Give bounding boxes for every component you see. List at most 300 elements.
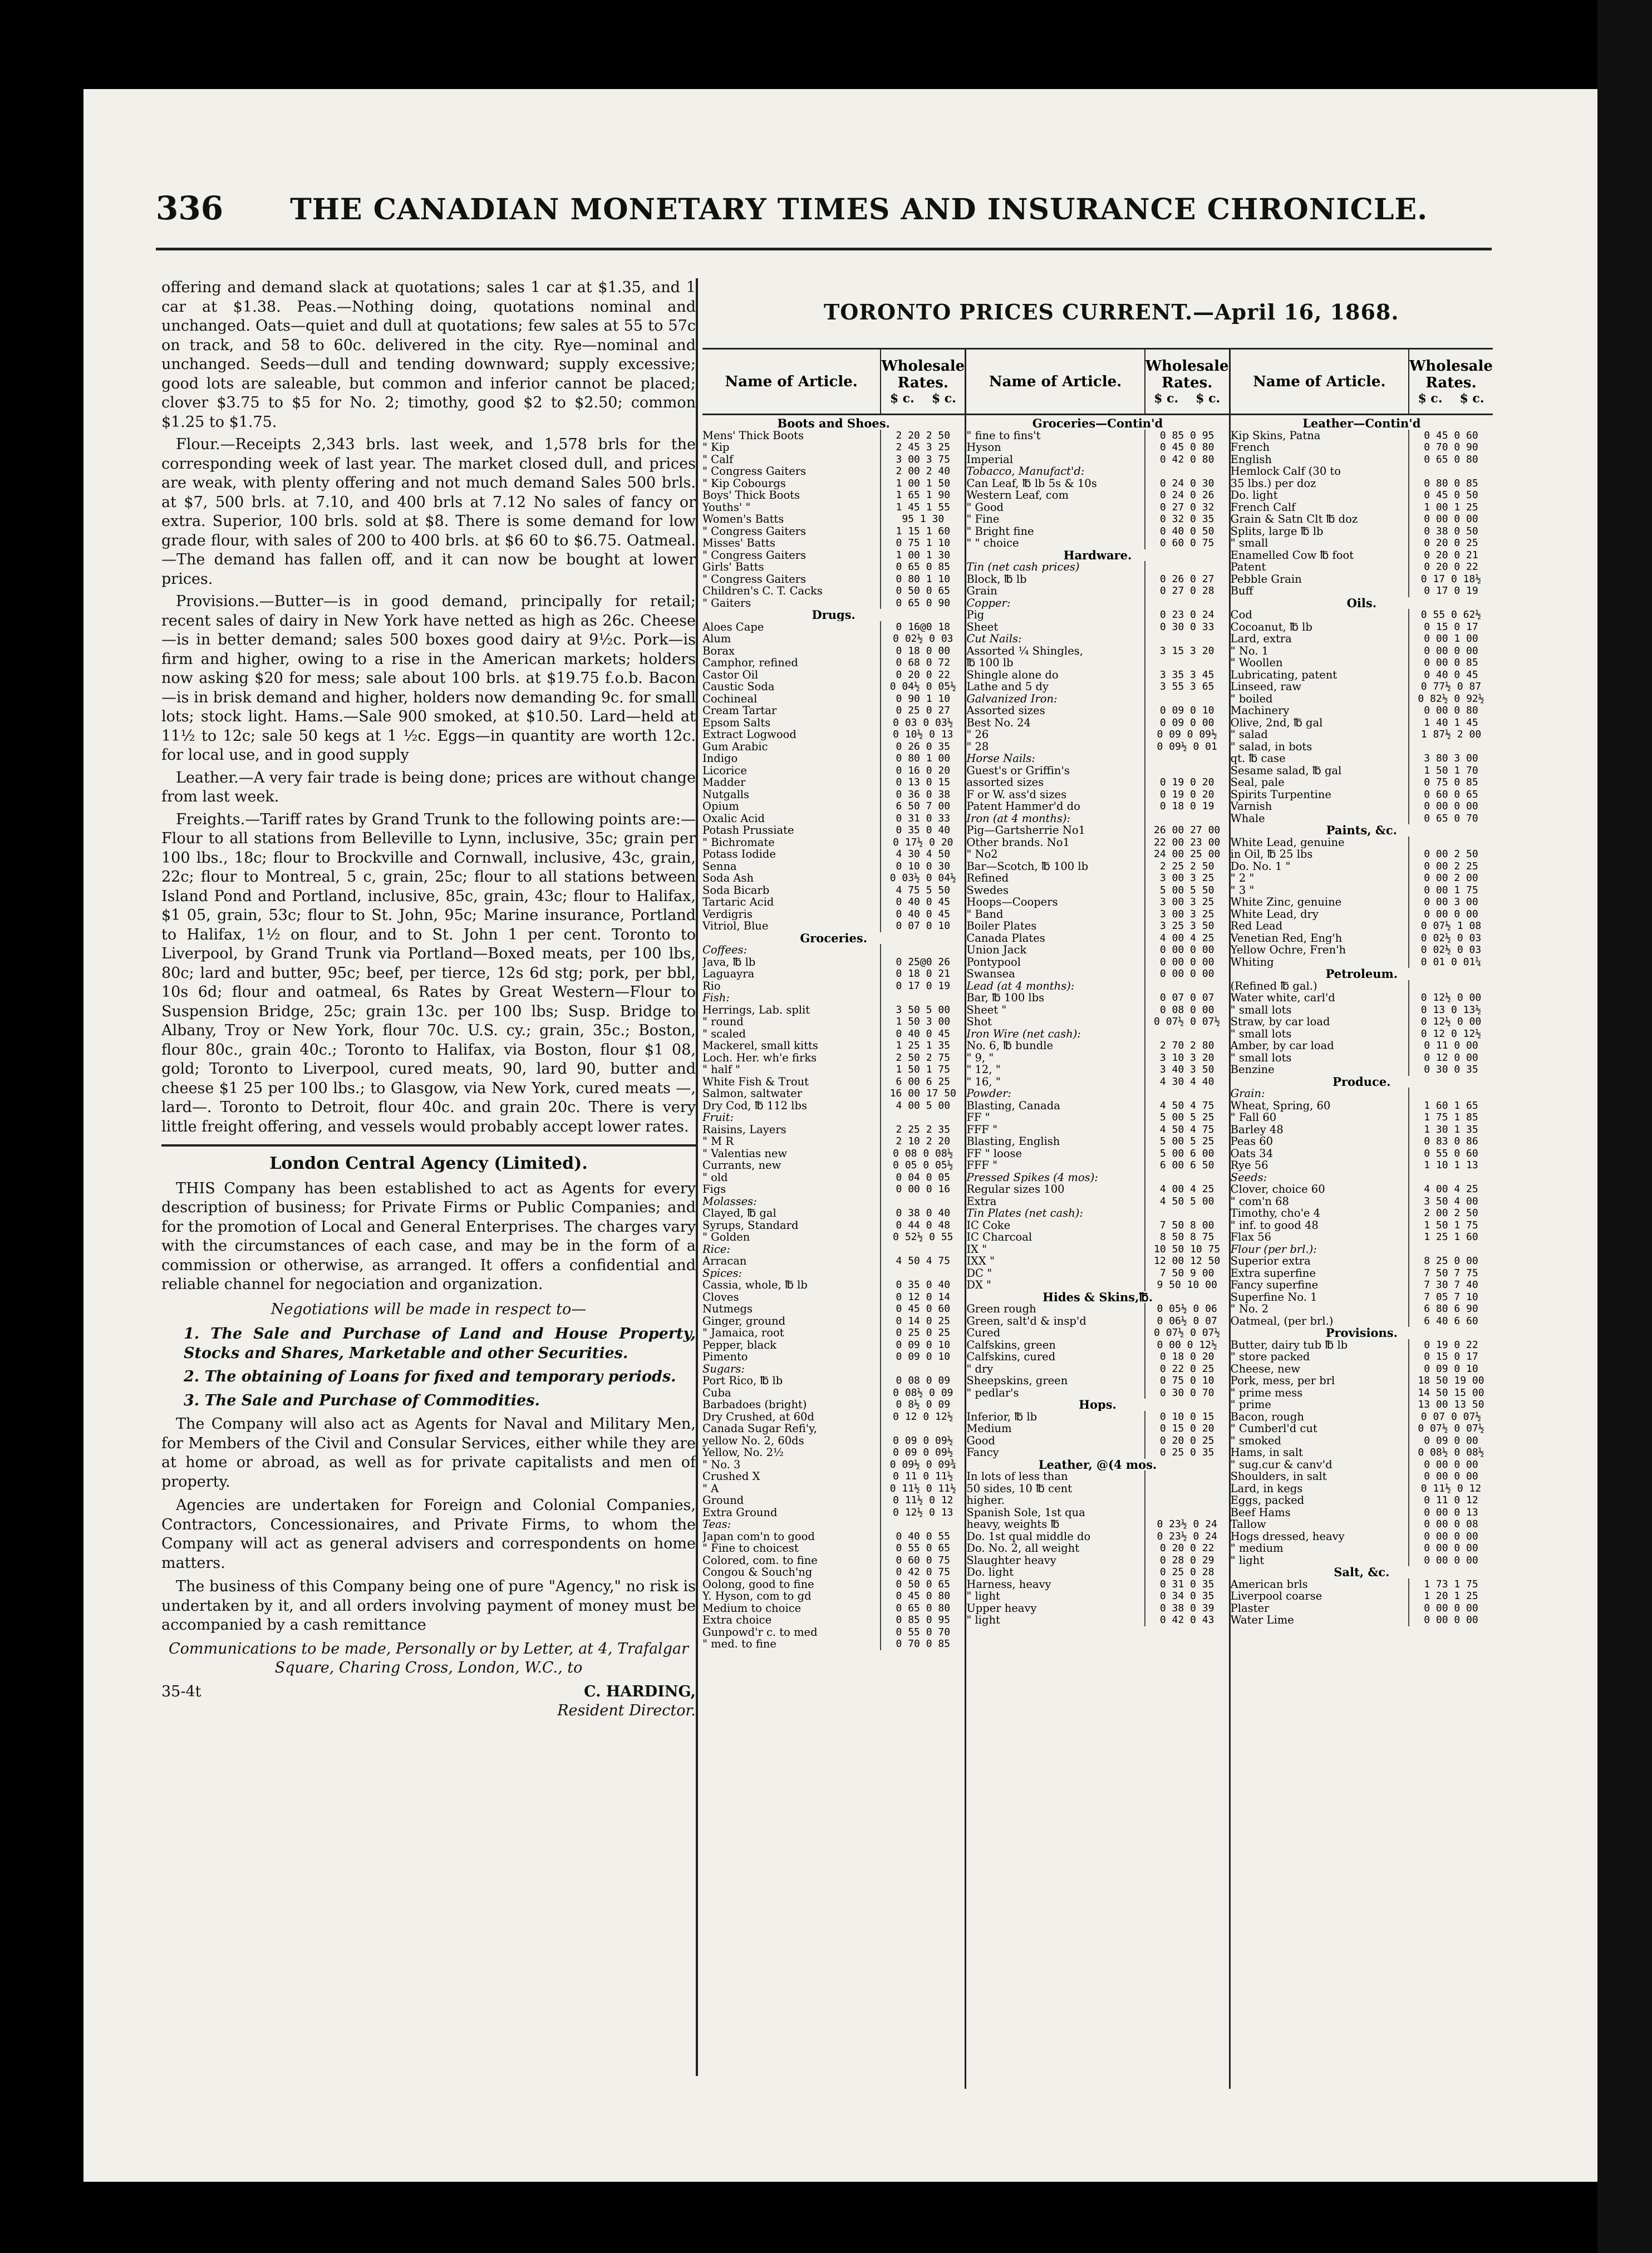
price-row (702, 597, 965, 609)
article-name: Bar, ℔ 100 lbs (966, 992, 1045, 1004)
wholesale-rate: 2 25 2 50 (1144, 860, 1229, 873)
price-row (1231, 1435, 1493, 1447)
film-edge-right (1597, 0, 1652, 2253)
article-name: " sug.cur & canv'd (1230, 1458, 1333, 1470)
section-heading (1231, 824, 1493, 837)
wholesale-rate: 0 25 0 25 (880, 1327, 965, 1339)
price-row (1231, 501, 1493, 514)
article-name: " Golden (702, 1231, 750, 1243)
wholesale-rate: 0 26 0 35 (880, 741, 965, 753)
article-name: Spirits Turpentine (1230, 788, 1331, 800)
wholesale-rate: 3 50 4 00 (1408, 1196, 1493, 1208)
price-row (1231, 430, 1493, 442)
article-name: Licorice (702, 764, 747, 776)
price-row (1231, 1159, 1493, 1172)
price-row (1231, 1494, 1493, 1507)
unit-label: $ c. (931, 391, 956, 406)
article-name: Oils. (1346, 597, 1377, 609)
price-row (1231, 1291, 1493, 1303)
article-name: Pimento (702, 1351, 748, 1363)
subsection-heading (966, 1088, 1228, 1100)
price-row (702, 729, 965, 741)
wholesale-rate: 0 35 0 40 (880, 824, 965, 837)
article-name: Pepper, black (702, 1339, 776, 1351)
wholesale-rate: 0 40 0 45 (1408, 669, 1493, 681)
article-name: " Good (966, 501, 1004, 513)
article-name: Regular sizes 100 (966, 1183, 1065, 1196)
wholesale-rate: 0 30 0 35 (1408, 1064, 1493, 1076)
article-name: Dry Crushed, at 60d (702, 1410, 814, 1423)
wholesale-rate: 4 50 5 00 (1144, 1196, 1229, 1208)
price-row (702, 693, 965, 705)
report-paragraph: Provisions.—Butter—is in good demand, principally for retail; recent sales of dairy in New York have netted as high as 26c. Cheese—is in better demand; sales 500 boxes good dairy at 9½c. Pork—is firm and higher, owing to a rise in the American markets; holders now asking $20 for mess; sale about 100 brls. at $19.75 f.o.b. Bacon—is in brisk demand and higher, holders now demanding 9c. for small lots; stock light. Hams.—Sale 900 smoked, at $10.50. Lard—held at 11½ to 12c; sale 50 kegs at 1 ½c. Eggs—in quantity are worth 12c. for local use, and in good supply (161, 593, 696, 764)
price-row (702, 896, 965, 908)
article-name: Verdigris (702, 908, 753, 920)
wholesale-rate: 13 00 13 50 (1408, 1399, 1493, 1411)
wholesale-rate: 0 17 0 19 (1408, 585, 1493, 597)
article-name: Best No. 24 (966, 716, 1031, 729)
article-name: Salmon, saltwater (702, 1088, 803, 1100)
price-row (702, 980, 965, 992)
price-row (1231, 669, 1493, 681)
article-name: Alum (702, 633, 731, 645)
article-name: IC Charcoal (966, 1231, 1032, 1243)
wholesale-rate: 0 65 0 80 (1408, 454, 1493, 466)
wholesale-rate: 0 45 0 60 (880, 1303, 965, 1315)
article-name: " 28 (966, 740, 989, 752)
wholesale-rate: 1 25 1 35 (880, 1040, 965, 1052)
wholesale-rate: 0 16 0 20 (880, 765, 965, 777)
article-name: Fancy superfine (1230, 1279, 1319, 1291)
subsection-heading (702, 1267, 965, 1280)
price-row (966, 860, 1228, 873)
article-name: Rio (702, 980, 721, 992)
wholesale-rate: 0 00 0 80 (1408, 705, 1493, 717)
price-row (966, 1267, 1228, 1280)
article-name: Powder: (966, 1088, 1012, 1100)
article-name: Y. Hyson, com to gd (702, 1590, 812, 1602)
article-name: " " choice (966, 537, 1019, 549)
wholesale-rate: 0 20 0 21 (1408, 549, 1493, 562)
article-name: Other brands. No1 (966, 836, 1070, 848)
wholesale-rate: 0 50 0 65 (880, 1578, 965, 1591)
price-row (966, 1124, 1228, 1136)
wholesale-rate: 2 45 3 25 (880, 441, 965, 454)
wholesale-rate: 0 85 0 95 (880, 1614, 965, 1626)
wholesale-rate: 1 50 1 75 (880, 1064, 965, 1076)
price-row (702, 1004, 965, 1016)
wholesale-rate: 0 42 0 80 (1144, 454, 1229, 466)
wholesale-rate: 0 18 0 19 (1144, 800, 1229, 813)
price-row (702, 1566, 965, 1578)
price-row (1231, 1111, 1493, 1124)
subsection-heading (1231, 1172, 1493, 1184)
price-row (966, 848, 1228, 860)
wholesale-rate: 8 50 8 75 (1144, 1231, 1229, 1243)
wholesale-rate: 0 25@0 26 (880, 956, 965, 968)
wholesale-rate: 0 09 0 09½ (1144, 729, 1229, 741)
article-name: " Kip (702, 441, 730, 454)
article-name: Cocoanut, ℔ lb (1230, 621, 1312, 633)
price-row (702, 669, 965, 681)
wholesale-rate: 6 00 6 25 (880, 1076, 965, 1088)
article-name: Oats 34 (1230, 1147, 1274, 1159)
article-name: Tin (net cash prices) (966, 561, 1080, 573)
price-row (1231, 1411, 1493, 1423)
price-row (966, 1555, 1228, 1567)
price-row (1231, 1518, 1493, 1531)
price-row (702, 1470, 965, 1483)
price-row (1231, 621, 1493, 633)
article-name: Plaster (1230, 1602, 1270, 1614)
article-name: Do. light (966, 1566, 1014, 1578)
price-row (966, 1159, 1228, 1172)
price-row (1231, 848, 1493, 860)
price-row (1231, 752, 1493, 765)
article-name: Olive, 2nd, ℔ gal (1230, 716, 1323, 729)
article-name: Caustic Soda (702, 681, 775, 693)
service-item: 1. The Sale and Purchase of Land and House Property, Stocks and Shares, Marketable and other Securities. (184, 1325, 696, 1362)
article-name: Cochineal (702, 692, 758, 705)
wholesale-rate: 0 09 0 00 (1144, 717, 1229, 729)
wholesale-rate: 0 17 0 18½ (1408, 573, 1493, 586)
article-name: Seal, pale (1230, 776, 1285, 789)
wholesale-rate: 0 00 2 25 (1408, 860, 1493, 873)
article-name: " Gaiters (702, 597, 751, 609)
price-row (1231, 1303, 1493, 1315)
header-wholesale-rates: Wholesale Rates. $ c. $ c. (1409, 357, 1493, 406)
article-name: Hogs dressed, heavy (1230, 1530, 1345, 1542)
article-name: French (1230, 441, 1270, 454)
article-name: Flour (per brl.): (1230, 1243, 1317, 1255)
wholesale-rate: 0 00 0 00 (1144, 956, 1229, 968)
price-row (702, 1638, 965, 1650)
wholesale-rate (1144, 813, 1229, 825)
article-name: " round (702, 1016, 744, 1028)
report-paragraph: offering and demand slack at quotations; sales 1 car at $1.35, and 1 car at $1.38. Peas.—Nothing doing, quotations nominal and unchanged. Oats—quiet and dull at quotations; few sales at 55 to 57c on track, and 58 to 60c. delivered in the city. Rye—nominal and unchanged. Seeds—dull and tending downward; supply excessive; good lots are saleable, but common and inferior cannot be placed; clover $3.75 to $5 for No. 2; timothy, good $2 to $2.50; common $1.25 to $1.75. (161, 279, 696, 431)
wholesale-rate: 0 60 0 75 (880, 1555, 965, 1567)
price-row (1231, 1040, 1493, 1052)
advertisement-paragraph: The business of this Company being one of pure "Agency," no risk is undertaken by it, and all orders involving payment of money must be accompanied by a cash remittance (161, 1578, 696, 1634)
wholesale-rate: 0 12 0 00 (1408, 1052, 1493, 1064)
article-name: " No2 (966, 848, 998, 860)
section-heading (1231, 1327, 1493, 1339)
article-name: White Lead, genuine (1230, 836, 1345, 848)
price-row (702, 1135, 965, 1148)
wholesale-rate: 0 22 0 25 (1144, 1363, 1229, 1375)
wholesale-rate: 1 45 1 55 (880, 501, 965, 514)
article-name: Cream Tartar (702, 705, 777, 717)
wholesale-rate (1408, 980, 1493, 992)
price-row (966, 1076, 1228, 1088)
price-row (1231, 717, 1493, 729)
wholesale-rate: 0 00 0 00 (1408, 1470, 1493, 1483)
price-row (702, 465, 965, 478)
price-row (1231, 1148, 1493, 1160)
price-row (1231, 872, 1493, 884)
article-name: " No. 2 (1230, 1303, 1269, 1315)
article-name: Patent Hammer'd do (966, 800, 1080, 813)
wholesale-rate (880, 1267, 965, 1280)
price-row (966, 789, 1228, 801)
price-row (702, 884, 965, 897)
price-row (966, 1040, 1228, 1052)
wholesale-rate: 0 10½ 0 13 (880, 729, 965, 741)
article-name: Grain (966, 585, 997, 597)
article-name: DX " (966, 1279, 992, 1291)
wholesale-rate: 0 00 0 00 (1408, 513, 1493, 525)
wholesale-rate: 0 42 0 75 (880, 1566, 965, 1578)
price-row (702, 1291, 965, 1303)
price-row (702, 920, 965, 932)
article-name: Green rough (966, 1303, 1036, 1315)
price-row (966, 932, 1228, 945)
price-row (1231, 813, 1493, 825)
wholesale-rate: 0 15 0 17 (1408, 621, 1493, 633)
price-row (702, 789, 965, 801)
wholesale-rate: 0 12 0 14 (880, 1291, 965, 1303)
price-row (702, 489, 965, 501)
wholesale-rate: 2 70 2 80 (1144, 1040, 1229, 1052)
article-name: Currants, new (702, 1159, 781, 1172)
signature-name: C. HARDING, (584, 1683, 696, 1700)
wholesale-rate: 5 00 5 25 (1144, 1111, 1229, 1124)
section-heading (1231, 968, 1493, 980)
price-row (1231, 1196, 1493, 1208)
wholesale-rate: 0 28 0 29 (1144, 1555, 1229, 1567)
article-name: Cod (1230, 609, 1252, 621)
article-name: Spices: (702, 1267, 743, 1279)
price-row (1231, 573, 1493, 586)
price-row (1231, 705, 1493, 717)
wholesale-rate: 0 00 1 75 (1408, 884, 1493, 897)
wholesale-rate: 0 32 0 35 (1144, 513, 1229, 525)
price-row (966, 1279, 1228, 1291)
article-name: " light (966, 1590, 1000, 1602)
article-name: " salad, in bots (1230, 740, 1312, 752)
wholesale-rate: 0 09 0 09½ (880, 1447, 965, 1459)
price-row (702, 848, 965, 860)
price-row (1231, 1590, 1493, 1602)
header-rule (156, 248, 1492, 250)
wholesale-rate: 2 25 2 35 (880, 1124, 965, 1136)
article-name: Oolong, good to fine (702, 1578, 814, 1590)
article-name: Hoops—Coopers (966, 896, 1058, 908)
wholesale-rate: 4 30 4 50 (880, 848, 965, 860)
article-name: Cheese, new (1230, 1362, 1300, 1375)
wholesale-rate: 0 02½ 0 03 (1408, 944, 1493, 956)
article-name: Boots and Shoes. (777, 417, 890, 430)
article-name: 50 sides, 10 ℔ cent (966, 1482, 1073, 1494)
price-row (1231, 1555, 1493, 1567)
article-name: " Cumberl'd cut (1230, 1423, 1317, 1435)
article-name: Union Jack (966, 944, 1027, 956)
wholesale-rate (1144, 1172, 1229, 1184)
article-name: Madder (702, 776, 746, 789)
wholesale-rate: 0 08½ 0 09 (880, 1387, 965, 1399)
wholesale-rate: 0 82½ 0 92½ (1408, 693, 1493, 705)
wholesale-rate: 0 40 0 50 (1144, 525, 1229, 538)
price-row (966, 1578, 1228, 1591)
price-row (1231, 860, 1493, 873)
price-row (702, 1219, 965, 1232)
footer-code: 35-4t (161, 1683, 201, 1700)
price-row (966, 1052, 1228, 1064)
price-row (1231, 1135, 1493, 1148)
article-name: Pork, mess, per brl (1230, 1375, 1335, 1387)
article-name: " 3 " (1230, 884, 1255, 896)
price-row (702, 549, 965, 562)
price-row (702, 441, 965, 454)
price-row (702, 621, 965, 633)
article-name: Enamelled Cow ℔ foot (1230, 549, 1354, 561)
article-name: Boiler Plates (966, 920, 1037, 932)
article-name: Hams, in salt (1230, 1447, 1303, 1459)
wholesale-rate: 0 55 0 60 (1408, 1148, 1493, 1160)
price-row (1231, 1183, 1493, 1196)
section-heading (966, 1399, 1228, 1411)
price-row (966, 717, 1228, 729)
price-row (1231, 980, 1493, 992)
article-name: Petroleum. (1325, 968, 1398, 980)
price-row (1231, 1375, 1493, 1387)
article-name: Amber, by car load (1230, 1040, 1334, 1052)
article-name: DC " (966, 1267, 992, 1279)
price-row (702, 1387, 965, 1399)
wholesale-rate: 18 50 19 00 (1408, 1375, 1493, 1387)
price-row (702, 1411, 965, 1423)
price-row (1231, 1016, 1493, 1028)
price-row (702, 585, 965, 597)
wholesale-rate: 0 30 0 33 (1144, 621, 1229, 633)
article-name: Blasting, Canada (966, 1099, 1060, 1111)
subsection-heading (966, 633, 1228, 645)
article-name: Sesame salad, ℔ gal (1230, 764, 1342, 776)
wholesale-rate: 0 11 0 00 (1408, 1040, 1493, 1052)
article-name: Iron Wire (net cash): (966, 1027, 1081, 1040)
wholesale-rate: 0 09 0 09½ (880, 1435, 965, 1447)
article-name: Fancy (966, 1447, 999, 1459)
article-name: " com'n 68 (1230, 1195, 1289, 1207)
report-paragraph: Leather.—A very fair trade is being done; prices are without change from last week. (161, 769, 696, 805)
wholesale-rate: 0 55 0 62½ (1408, 609, 1493, 621)
wholesale-rate: 0 00 0 00 (1408, 800, 1493, 813)
price-row (702, 1494, 965, 1507)
price-row (966, 1447, 1228, 1459)
subsection-heading (966, 1028, 1228, 1040)
wholesale-rate: 0 12 0 12½ (880, 1411, 965, 1423)
wholesale-rate: 0 31 0 35 (1144, 1578, 1229, 1591)
price-row (702, 1279, 965, 1291)
article-name: Canada Plates (966, 932, 1045, 944)
wholesale-rate: 0 06½ 0 07 (1144, 1315, 1229, 1327)
price-row (966, 1243, 1228, 1256)
price-row (702, 454, 965, 466)
price-row (1231, 1255, 1493, 1267)
wholesale-rate: 4 75 5 50 (880, 884, 965, 897)
wholesale-rate: 0 24 0 26 (1144, 489, 1229, 501)
article-name: Assorted sizes (966, 705, 1045, 717)
price-row (702, 1100, 965, 1112)
wholesale-rate: 3 00 3 25 (1144, 896, 1229, 908)
article-name: " 26 (966, 729, 989, 741)
subsection-heading (966, 1207, 1228, 1219)
section-heading (966, 417, 1228, 430)
wholesale-rate (880, 1518, 965, 1531)
price-row (1231, 561, 1493, 573)
wholesale-rate: 3 55 3 65 (1144, 681, 1229, 693)
article-name: Cloves (702, 1291, 739, 1303)
article-name: IC Coke (966, 1219, 1011, 1231)
negotiations-line: Negotiations will be made in respect to— (271, 1300, 587, 1318)
price-row (702, 657, 965, 669)
wholesale-rate (1408, 465, 1493, 478)
wholesale-rate: 0 00 0 16 (880, 1183, 965, 1196)
article-name: Lead (at 4 months): (966, 980, 1075, 992)
advertisement-paragraph: Agencies are undertaken for Foreign and Colonial Companies, Contractors, Concessionaires, and Private Firms, to whom the Company will act as general advisers and correspondents on home matters. (161, 1497, 696, 1572)
article-name: qt. ℔ case (1230, 752, 1286, 765)
article-name: Slaughter heavy (966, 1554, 1056, 1566)
price-row (702, 705, 965, 717)
price-row (966, 501, 1228, 514)
article-name: Bar—Scotch, ℔ 100 lb (966, 860, 1089, 872)
article-name: Teas: (702, 1518, 731, 1531)
wholesale-rate: 0 03 0 03½ (880, 717, 965, 729)
wholesale-rate: 0 36 0 38 (880, 789, 965, 801)
advertisement-paragraph: The Company will also act as Agents for Naval and Military Men, for Members of the Civil and Consular Services, either while they are at home or abroad, as well as for private capitalists and men of property. (161, 1415, 696, 1490)
article-name: Leather—Contin'd (1302, 417, 1421, 430)
wholesale-rate: 0 18 0 21 (880, 968, 965, 980)
journal-title: THE CANADIAN MONETARY TIMES AND INSURANCE CHRONICLE. (290, 193, 1428, 227)
wholesale-rate: 0 04 0 05 (880, 1172, 965, 1184)
wholesale-rate: 1 00 1 25 (1408, 501, 1493, 514)
price-row (702, 1614, 965, 1626)
article-name: Shoulders, in salt (1230, 1470, 1327, 1483)
article-name: in Oil, ℔ 25 lbs (1230, 848, 1313, 860)
article-name: Green, salt'd & insp'd (966, 1315, 1086, 1327)
prices-column-header (702, 350, 965, 415)
unit-label: $ c. (1196, 391, 1221, 406)
price-row (702, 1399, 965, 1411)
price-row (966, 1435, 1228, 1447)
price-row (1231, 1207, 1493, 1219)
price-row (966, 872, 1228, 884)
wholesale-rate: 0 45 0 80 (1144, 441, 1229, 454)
article-name: Fruit: (702, 1111, 734, 1124)
article-name: (Refined ℔ gal.) (1230, 980, 1317, 992)
article-name: " salad (1230, 729, 1268, 741)
article-name: Ginger, ground (702, 1315, 786, 1327)
wholesale-rate: 0 35 0 40 (880, 1279, 965, 1291)
article-name: " prime mess (1230, 1386, 1303, 1399)
article-name: Straw, by car load (1230, 1016, 1330, 1028)
wholesale-rate: 0 45 0 60 (1408, 430, 1493, 442)
wholesale-rate: 0 03½ 0 04½ (880, 872, 965, 884)
wholesale-rate: 7 30 7 40 (1408, 1279, 1493, 1291)
article-name: Cured (966, 1327, 1001, 1339)
wholesale-rate: 0 55 0 70 (880, 1626, 965, 1639)
article-name: Port Rico, ℔ lb (702, 1375, 783, 1387)
article-name: Calfskins, cured (966, 1351, 1056, 1363)
wholesale-rate: 3 40 3 50 (1144, 1064, 1229, 1076)
article-name: " Fine to choicest (702, 1542, 799, 1555)
wholesale-rate: 7 50 8 00 (1144, 1219, 1229, 1232)
wholesale-rate: 6 50 7 00 (880, 800, 965, 813)
price-row (1231, 1614, 1493, 1626)
subsection-heading (702, 1196, 965, 1208)
price-row (702, 1375, 965, 1387)
wholesale-rate: 0 15 0 20 (1144, 1423, 1229, 1435)
